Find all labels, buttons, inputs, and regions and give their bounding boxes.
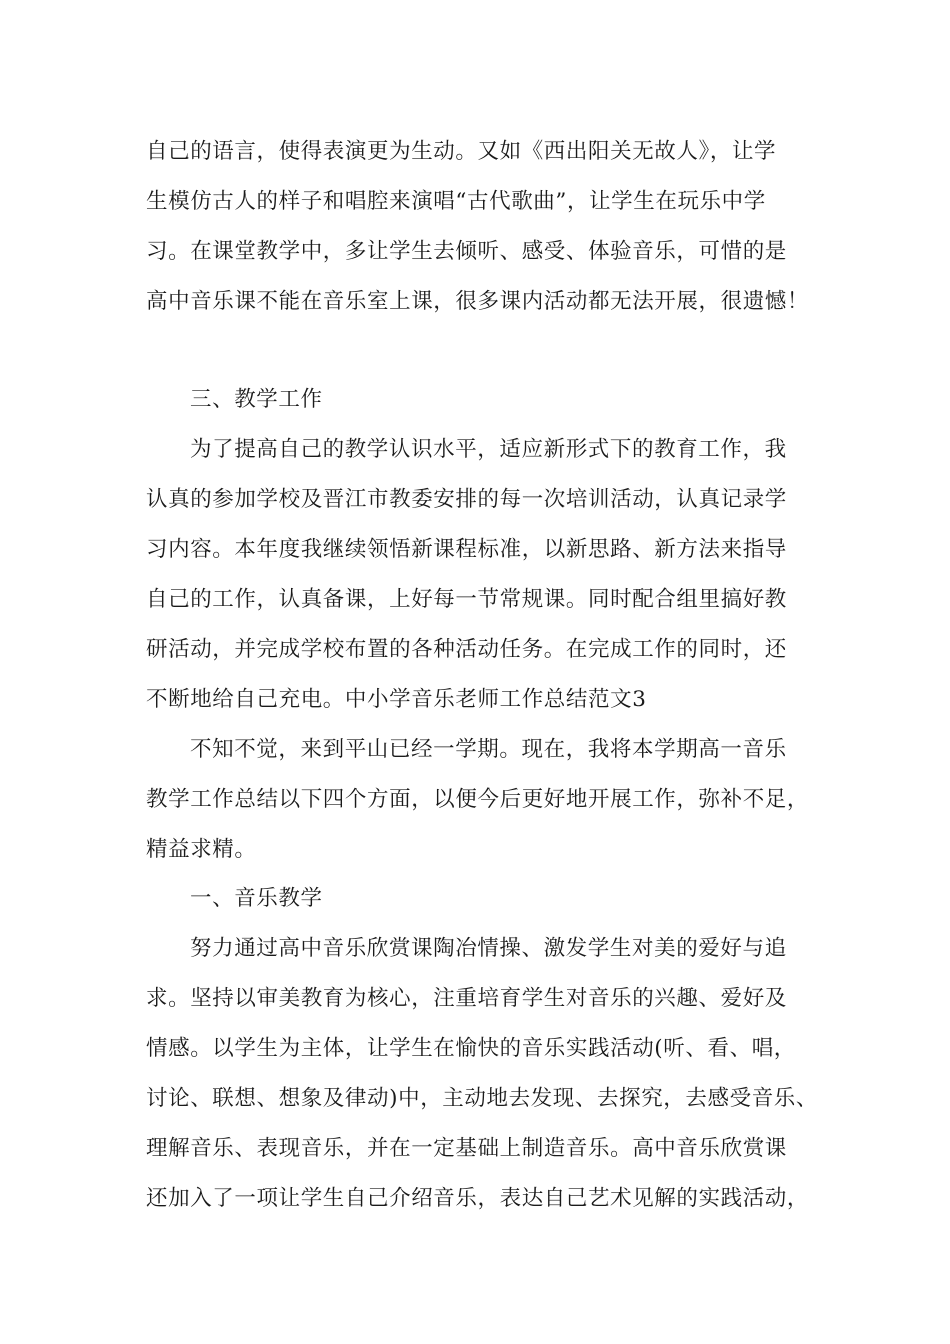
paragraph-line: 习。在课堂教学中，多让学生去倾听、感受、体验音乐，可惜的是 (146, 239, 787, 264)
paragraph-line: 教学工作总结以下四个方面，以便今后更好地开展工作，弥补不足， (146, 787, 810, 812)
paragraph-line: 习内容。本年度我继续领悟新课程标准，以新思路、新方法来指导 (146, 537, 787, 562)
paragraph-line: 讨论、联想、想象及律动)中，主动地去发现、去探究，去感受音乐、 (146, 1086, 818, 1111)
paragraph-line: 求。坚持以审美教育为核心，注重培育学生对音乐的兴趣、爱好及 (146, 986, 787, 1011)
paragraph-line: 生模仿古人的样子和唱腔来演唱“古代歌曲”，让学生在玩乐中学 (146, 189, 766, 214)
paragraph-line: 高中音乐课不能在音乐室上课，很多课内活动都无法开展，很遗憾！ (146, 289, 810, 314)
paragraph-line: 为了提高自己的教学认识水平，适应新形式下的教育工作，我 (190, 437, 787, 462)
paragraph-line: 不断地给自己充电。中小学音乐老师工作总结范文3 (146, 687, 647, 712)
section-heading: 一、音乐教学 (190, 886, 323, 911)
paragraph-line: 精益求精。 (146, 837, 257, 862)
paragraph-line: 自己的语言，使得表演更为生动。又如《西出阳关无故人》，让学 (146, 139, 777, 164)
paragraph-line: 情感。以学生为主体，让学生在愉快的音乐实践活动(听、看、唱， (146, 1036, 796, 1061)
paragraph-line: 不知不觉，来到平山已经一学期。现在，我将本学期高一音乐 (190, 737, 787, 762)
paragraph-line: 努力通过高中音乐欣赏课陶冶情操、激发学生对美的爱好与追 (190, 936, 787, 961)
section-heading: 三、教学工作 (190, 387, 323, 412)
paragraph-line: 还加入了一项让学生自己介绍音乐，表达自己艺术见解的实践活动， (146, 1186, 810, 1211)
paragraph-line: 认真的参加学校及晋江市教委安排的每一次培训活动，认真记录学 (146, 487, 787, 512)
paragraph-line: 研活动，并完成学校布置的各种活动任务。在完成工作的同时，还 (146, 637, 787, 662)
paragraph-line: 自己的工作，认真备课，上好每一节常规课。同时配合组里搞好教 (146, 587, 787, 612)
paragraph-line: 理解音乐、表现音乐，并在一定基础上制造音乐。高中音乐欣赏课 (146, 1136, 787, 1161)
